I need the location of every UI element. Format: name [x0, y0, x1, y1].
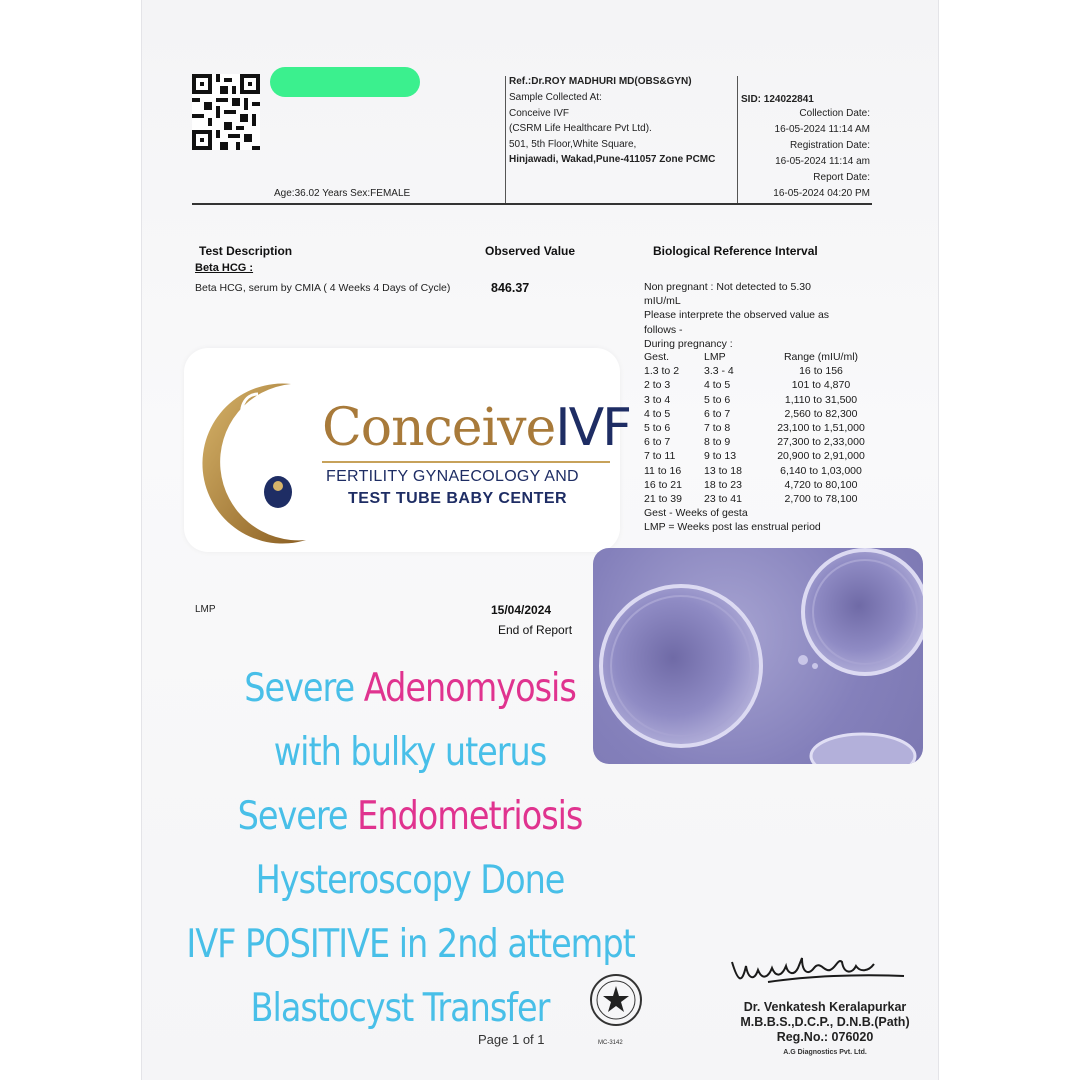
ref-cell: 5 to 6	[704, 393, 731, 406]
overlay-text: Severe	[237, 794, 358, 839]
report-date-value: 16-05-2024 04:20 PM	[773, 188, 870, 199]
ref-cell: 6 to 7	[644, 436, 671, 449]
ref-cell: 23,100 to 1,51,000	[777, 422, 865, 435]
registration-date-label: Registration Date:	[789, 140, 870, 151]
overlay-line-4: Hysteroscopy Done	[255, 858, 565, 903]
brand-accent: IVF	[555, 398, 631, 458]
ref-cell: 3 to 4	[644, 393, 671, 406]
doctor-name: Dr. Venkatesh Keralapurkar	[743, 1000, 907, 1014]
table-row	[644, 449, 876, 463]
ref-head-gest: Gest.	[644, 351, 670, 363]
qr-code	[192, 74, 260, 150]
lab-company: A.G Diagnostics Pvt. Ltd.	[783, 1049, 867, 1056]
ref-doctor: Ref.:Dr.ROY MADHURI MD(OBS&GYN)	[509, 76, 692, 87]
sample-collected-block	[509, 90, 715, 168]
observed-value: 846.37	[491, 281, 530, 295]
stamp-code: MC-3142	[598, 1040, 623, 1046]
overlay-line-6: Blastocyst Transfer	[250, 986, 550, 1031]
ref-cell: 16 to 21	[644, 478, 682, 491]
doctor-signature	[728, 952, 908, 992]
ref-cell: 16 to 156	[799, 365, 843, 378]
ref-cell: 101 to 4,870	[791, 379, 851, 392]
overlay-line-3	[186, 794, 633, 839]
sample-line: Conceive IVF	[509, 107, 570, 119]
sample-line: Sample Collected At:	[509, 92, 602, 103]
ref-cell: 1.3 to 2	[644, 365, 680, 378]
dates-block	[741, 106, 870, 202]
reference-table-head	[644, 350, 876, 364]
ref-cell: 21 to 39	[644, 493, 682, 506]
overlay-line-2: with bulky uterus	[273, 730, 547, 775]
table-row	[644, 364, 876, 378]
redaction-highlight	[270, 67, 420, 97]
ref-cell: 7 to 8	[704, 422, 731, 435]
collection-date-label: Collection Date:	[799, 108, 870, 119]
ref-cell: 4 to 5	[644, 407, 671, 420]
ref-cell: 27,300 to 2,33,000	[777, 436, 865, 449]
ref-cell: 11 to 16	[644, 464, 682, 477]
header-divider-left	[505, 76, 506, 204]
doctor-signature-block	[720, 1000, 930, 1060]
ref-head-lmp: LMP	[704, 351, 726, 363]
header-rule	[192, 203, 872, 205]
registration-date-value: 16-05-2024 11:14 am	[775, 156, 870, 167]
ref-cell: 6,140 to 1,03,000	[780, 464, 862, 477]
logo-divider	[322, 461, 610, 463]
doctor-degrees: M.B.B.S.,D.C.P., D.N.B.(Path)	[740, 1015, 910, 1029]
reference-line: mIU/mL	[644, 295, 681, 308]
ref-cell: 4,720 to 80,100	[784, 478, 858, 491]
overlay-line-5: IVF POSITIVE in 2nd attempt	[186, 922, 635, 967]
brand-name	[322, 398, 630, 458]
ref-cell: 2,700 to 78,100	[784, 493, 858, 506]
blastocyst-image	[593, 548, 923, 764]
ref-cell: 20,900 to 2,91,000	[777, 450, 865, 463]
ref-cell: 6 to 7	[704, 407, 731, 420]
ref-cell: 2,560 to 82,300	[784, 407, 858, 420]
section-beta-hcg: Beta HCG :	[195, 262, 254, 274]
overlay-text: Severe	[244, 666, 364, 711]
sample-line: Hinjawadi, Wakad,Pune-411057 Zone PCMC	[509, 154, 716, 165]
ref-cell: 23 to 41	[704, 493, 742, 506]
sid: SID: 124022841	[741, 94, 814, 105]
reference-note: LMP = Weeks post las enstrual period	[644, 521, 821, 534]
reference-table	[644, 350, 876, 535]
mother-baby-logo-icon	[186, 380, 316, 544]
age-sex: Age:36.02 Years Sex:FEMALE	[274, 188, 411, 199]
reference-text	[644, 280, 874, 351]
reference-line: follows -	[644, 323, 683, 336]
ref-cell: 7 to 11	[644, 450, 676, 463]
sample-line: (CSRM Life Healthcare Pvt Ltd).	[509, 123, 652, 134]
brand-main: Conceive	[322, 398, 556, 458]
ref-cell: 3.3 - 4	[704, 365, 734, 378]
lmp-label: LMP	[195, 604, 216, 615]
ref-head-range: Range (mIU/ml)	[783, 351, 859, 363]
accreditation-stamp-icon	[588, 972, 644, 1032]
ref-cell: 13 to 18	[704, 464, 742, 477]
ref-cell: 2 to 3	[644, 379, 671, 392]
reference-line: Non pregnant : Not detected to 5.30	[644, 281, 811, 293]
ref-cell: 4 to 5	[704, 379, 731, 392]
overlay-text-highlight: Endometriosis	[357, 794, 583, 839]
reference-line: Please interprete the observed value as	[644, 309, 830, 322]
sample-line: 501, 5th Floor,White Square,	[509, 138, 637, 150]
reference-line: During pregnancy :	[644, 337, 733, 350]
brand-tagline-2: TEST TUBE BABY CENTER	[348, 490, 568, 507]
ref-cell: 5 to 6	[644, 422, 671, 435]
table-row	[644, 378, 876, 392]
blastocyst-photo	[593, 548, 923, 764]
header-divider-right	[737, 76, 738, 204]
table-row	[644, 435, 876, 449]
reference-note: Gest - Weeks of gesta	[644, 507, 748, 520]
table-row	[644, 464, 876, 478]
ref-cell: 8 to 9	[704, 436, 731, 449]
collection-date-value: 16-05-2024 11:14 AM	[774, 124, 870, 135]
table-row	[644, 478, 876, 492]
col-reference-interval: Biological Reference Interval	[653, 244, 818, 258]
overlay-text-highlight: Adenomyosis	[363, 666, 576, 711]
lmp-value: 15/04/2024	[491, 603, 552, 617]
doctor-reg: Reg.No.: 076020	[776, 1030, 874, 1044]
page-number: Page 1 of 1	[478, 1032, 545, 1047]
end-of-report: End of Report	[498, 623, 573, 637]
report-date-label: Report Date:	[813, 172, 870, 183]
table-row	[644, 393, 876, 407]
ref-cell: 18 to 23	[704, 478, 742, 491]
col-observed-value: Observed Value	[485, 244, 576, 258]
overlay-line-1	[186, 666, 633, 711]
table-row	[644, 407, 876, 421]
col-test-description: Test Description	[199, 244, 293, 258]
test-name: Beta HCG, serum by CMIA ( 4 Weeks 4 Days of Cycle)	[195, 282, 451, 294]
ref-cell: 9 to 13	[704, 450, 737, 463]
table-row	[644, 421, 876, 435]
brand-tagline-1: FERTILITY GYNAECOLOGY AND	[326, 468, 579, 485]
table-row	[644, 492, 876, 506]
ref-cell: 1,110 to 31,500	[784, 393, 858, 406]
